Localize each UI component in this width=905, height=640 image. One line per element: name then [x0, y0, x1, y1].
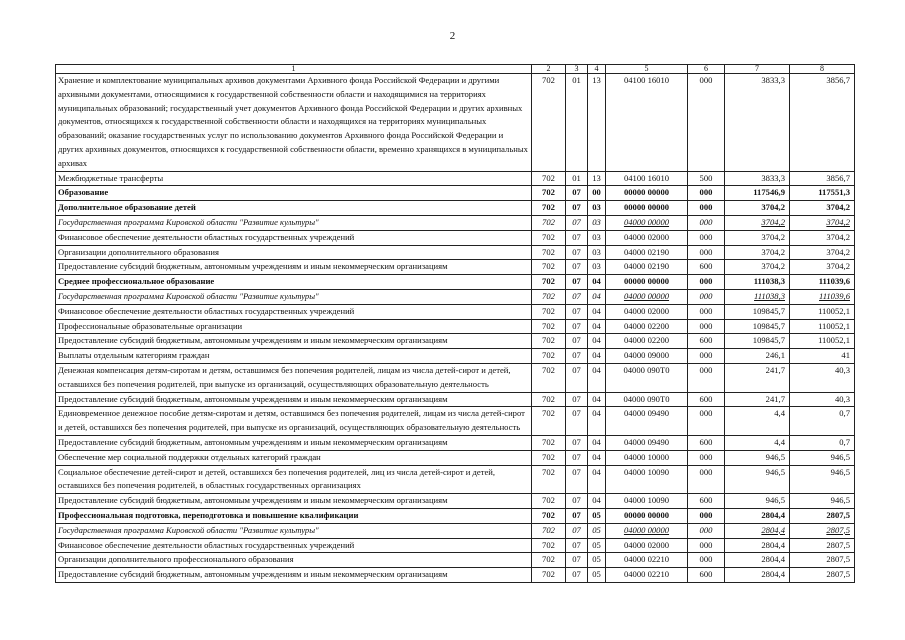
- target-article-cell: 04000 02000: [606, 538, 688, 553]
- amount-year-1-cell: 246,1: [725, 349, 790, 364]
- section-cell: 07: [566, 450, 588, 465]
- target-article-cell: 04000 09490: [606, 407, 688, 436]
- subsection-cell: 04: [588, 304, 606, 319]
- amount-year-1-cell: 4,4: [725, 407, 790, 436]
- expense-type-cell: 600: [688, 334, 725, 349]
- amount-year-1-cell: 2804,4: [725, 538, 790, 553]
- table-row: [56, 275, 855, 290]
- expense-type-cell: 600: [688, 494, 725, 509]
- subsection-cell: 03: [588, 260, 606, 275]
- target-article-cell: 04000 10090: [606, 465, 688, 494]
- ministry-code-cell: 702: [532, 275, 566, 290]
- amount-year-1-cell: 3704,2: [725, 201, 790, 216]
- ministry-code-cell: 702: [532, 553, 566, 568]
- ministry-code-cell: 702: [532, 494, 566, 509]
- amount-year-2-cell: 110052,1: [790, 304, 855, 319]
- amount-year-2-cell: 111039,6: [790, 289, 855, 304]
- subsection-cell: 05: [588, 538, 606, 553]
- subsection-cell: 00: [588, 186, 606, 201]
- page-number: 2: [449, 30, 456, 42]
- expense-type-cell: 000: [688, 363, 725, 392]
- row-name-cell: Финансовое обеспечение деятельности областных государственных учреждений: [56, 304, 532, 319]
- ministry-code-cell: 702: [532, 260, 566, 275]
- expense-type-cell: 000: [688, 407, 725, 436]
- expense-type-cell: 000: [688, 215, 725, 230]
- row-name-cell: Государственная программа Кировской области "Развитие культуры": [56, 215, 532, 230]
- expense-type-cell: 000: [688, 450, 725, 465]
- section-cell: 07: [566, 465, 588, 494]
- target-article-cell: 00000 00000: [606, 186, 688, 201]
- subsection-cell: 05: [588, 508, 606, 523]
- amount-year-1-cell: 946,5: [725, 450, 790, 465]
- table-row: [56, 392, 855, 407]
- amount-year-1-cell: 3704,2: [725, 230, 790, 245]
- amount-year-2-cell: 2807,5: [790, 553, 855, 568]
- table-row: [56, 230, 855, 245]
- row-name-cell: Денежная компенсация детям-сиротам и детям, оставшимся без попечения родителей, лицам из числа детей-сирот и детей, оставшихся без попечения родителей, при выпуске из организаций, осуществляющих образовательную деятельность: [56, 363, 532, 392]
- amount-year-1-cell: 117546,9: [725, 186, 790, 201]
- target-article-cell: 04100 16010: [606, 74, 688, 172]
- section-cell: 07: [566, 553, 588, 568]
- row-name-cell: Государственная программа Кировской области "Развитие культуры": [56, 289, 532, 304]
- section-cell: 07: [566, 538, 588, 553]
- subsection-cell: 04: [588, 465, 606, 494]
- row-name-cell: Среднее профессиональное образование: [56, 275, 532, 290]
- section-cell: 07: [566, 201, 588, 216]
- subsection-cell: 05: [588, 568, 606, 583]
- expense-type-cell: 000: [688, 289, 725, 304]
- section-cell: 07: [566, 260, 588, 275]
- row-name-cell: Профессиональные образовательные организации: [56, 319, 532, 334]
- column-header: 8: [790, 65, 855, 74]
- subsection-cell: 03: [588, 201, 606, 216]
- amount-year-2-cell: 3704,2: [790, 215, 855, 230]
- ministry-code-cell: 702: [532, 508, 566, 523]
- row-name-cell: Предоставление субсидий бюджетным, автономным учреждениям и иным некоммерческим организациям: [56, 568, 532, 583]
- ministry-code-cell: 702: [532, 201, 566, 216]
- section-cell: 07: [566, 494, 588, 509]
- expense-type-cell: 000: [688, 553, 725, 568]
- expense-type-cell: 000: [688, 230, 725, 245]
- ministry-code-cell: 702: [532, 215, 566, 230]
- amount-year-1-cell: 3833,3: [725, 74, 790, 172]
- section-cell: 07: [566, 186, 588, 201]
- expense-type-cell: 600: [688, 392, 725, 407]
- table-row: [56, 171, 855, 186]
- ministry-code-cell: 702: [532, 245, 566, 260]
- column-header: 4: [588, 65, 606, 74]
- section-cell: 07: [566, 319, 588, 334]
- section-cell: 07: [566, 230, 588, 245]
- subsection-cell: 05: [588, 523, 606, 538]
- row-name-cell: Предоставление субсидий бюджетным, автономным учреждениям и иным некоммерческим организациям: [56, 334, 532, 349]
- amount-year-2-cell: 0,7: [790, 407, 855, 436]
- subsection-cell: 04: [588, 450, 606, 465]
- row-name-cell: Организации дополнительного образования: [56, 245, 532, 260]
- section-cell: 07: [566, 392, 588, 407]
- table-row: [56, 349, 855, 364]
- row-name-cell: Единовременное денежное пособие детям-сиротам и детям, оставшимся без попечения родителей, лицам из числа детей-сирот и детей, оставшихся без попечения родителей, при выпуске из организаций, осуществляющих образовательную деятельность: [56, 407, 532, 436]
- amount-year-1-cell: 3704,2: [725, 215, 790, 230]
- section-cell: 07: [566, 407, 588, 436]
- target-article-cell: 04000 02000: [606, 304, 688, 319]
- subsection-cell: 03: [588, 215, 606, 230]
- target-article-cell: 04000 02200: [606, 319, 688, 334]
- amount-year-2-cell: 946,5: [790, 450, 855, 465]
- ministry-code-cell: 702: [532, 230, 566, 245]
- subsection-cell: 13: [588, 171, 606, 186]
- table-row: [56, 363, 855, 392]
- table-body: [56, 65, 855, 583]
- expense-type-cell: 000: [688, 508, 725, 523]
- expense-type-cell: 000: [688, 74, 725, 172]
- section-cell: 07: [566, 275, 588, 290]
- section-cell: 07: [566, 349, 588, 364]
- target-article-cell: 04000 090Т0: [606, 392, 688, 407]
- column-header: 6: [688, 65, 725, 74]
- subsection-cell: 13: [588, 74, 606, 172]
- row-name-cell: Организации дополнительного профессионального образования: [56, 553, 532, 568]
- amount-year-2-cell: 3856,7: [790, 171, 855, 186]
- section-cell: 07: [566, 334, 588, 349]
- table-row: [56, 538, 855, 553]
- table-row: [56, 494, 855, 509]
- table-row: [56, 319, 855, 334]
- target-article-cell: 04000 00000: [606, 523, 688, 538]
- expense-type-cell: 500: [688, 171, 725, 186]
- table-row: [56, 553, 855, 568]
- ministry-code-cell: 702: [532, 289, 566, 304]
- table-row: [56, 508, 855, 523]
- table-row: [56, 186, 855, 201]
- amount-year-1-cell: 4,4: [725, 435, 790, 450]
- header-row: [56, 65, 855, 74]
- section-cell: 07: [566, 568, 588, 583]
- table-row: [56, 407, 855, 436]
- target-article-cell: 04000 02000: [606, 230, 688, 245]
- subsection-cell: 04: [588, 435, 606, 450]
- target-article-cell: 00000 00000: [606, 201, 688, 216]
- section-cell: 01: [566, 171, 588, 186]
- subsection-cell: 04: [588, 407, 606, 436]
- table-row: [56, 245, 855, 260]
- amount-year-2-cell: 2807,5: [790, 523, 855, 538]
- subsection-cell: 04: [588, 363, 606, 392]
- amount-year-1-cell: 241,7: [725, 363, 790, 392]
- row-name-cell: Социальное обеспечение детей-сирот и детей, оставшихся без попечения родителей, лиц из числа детей-сирот и детей, оставшихся без попечения родителей, в областных государственных организациях: [56, 465, 532, 494]
- ministry-code-cell: 702: [532, 465, 566, 494]
- table-row: [56, 334, 855, 349]
- ministry-code-cell: 702: [532, 407, 566, 436]
- ministry-code-cell: 702: [532, 435, 566, 450]
- amount-year-2-cell: 40,3: [790, 363, 855, 392]
- ministry-code-cell: 702: [532, 171, 566, 186]
- amount-year-1-cell: 111038,3: [725, 275, 790, 290]
- ministry-code-cell: 702: [532, 363, 566, 392]
- table-row: [56, 215, 855, 230]
- amount-year-2-cell: 946,5: [790, 494, 855, 509]
- section-cell: 07: [566, 289, 588, 304]
- expense-type-cell: 600: [688, 260, 725, 275]
- section-cell: 07: [566, 215, 588, 230]
- subsection-cell: 04: [588, 349, 606, 364]
- amount-year-1-cell: 946,5: [725, 465, 790, 494]
- row-name-cell: Предоставление субсидий бюджетным, автономным учреждениям и иным некоммерческим организациям: [56, 260, 532, 275]
- amount-year-2-cell: 111039,6: [790, 275, 855, 290]
- column-header: 1: [56, 65, 532, 74]
- target-article-cell: 04000 02190: [606, 245, 688, 260]
- target-article-cell: 04000 10090: [606, 494, 688, 509]
- amount-year-1-cell: 109845,7: [725, 319, 790, 334]
- table-row: [56, 304, 855, 319]
- table-row: [56, 435, 855, 450]
- section-cell: 07: [566, 245, 588, 260]
- table-row: [56, 568, 855, 583]
- ministry-code-cell: 702: [532, 74, 566, 172]
- subsection-cell: 04: [588, 392, 606, 407]
- row-name-cell: Государственная программа Кировской области "Развитие культуры": [56, 523, 532, 538]
- amount-year-2-cell: 3856,7: [790, 74, 855, 172]
- section-cell: 07: [566, 363, 588, 392]
- target-article-cell: 04000 10000: [606, 450, 688, 465]
- expense-type-cell: 000: [688, 538, 725, 553]
- amount-year-2-cell: 946,5: [790, 465, 855, 494]
- subsection-cell: 05: [588, 553, 606, 568]
- row-name-cell: Дополнительное образование детей: [56, 201, 532, 216]
- table-row: [56, 74, 855, 172]
- section-cell: 07: [566, 435, 588, 450]
- amount-year-2-cell: 41: [790, 349, 855, 364]
- target-article-cell: 04000 00000: [606, 215, 688, 230]
- amount-year-1-cell: 3833,3: [725, 171, 790, 186]
- amount-year-1-cell: 2804,4: [725, 508, 790, 523]
- column-header: 3: [566, 65, 588, 74]
- target-article-cell: 04000 09000: [606, 349, 688, 364]
- section-cell: 01: [566, 74, 588, 172]
- target-article-cell: 04000 02190: [606, 260, 688, 275]
- ministry-code-cell: 702: [532, 304, 566, 319]
- expense-type-cell: 000: [688, 319, 725, 334]
- amount-year-2-cell: 40,3: [790, 392, 855, 407]
- row-name-cell: Финансовое обеспечение деятельности областных государственных учреждений: [56, 538, 532, 553]
- ministry-code-cell: 702: [532, 538, 566, 553]
- expense-type-cell: 600: [688, 435, 725, 450]
- ministry-code-cell: 702: [532, 450, 566, 465]
- row-name-cell: Предоставление субсидий бюджетным, автономным учреждениям и иным некоммерческим организациям: [56, 435, 532, 450]
- subsection-cell: 04: [588, 319, 606, 334]
- row-name-cell: Обеспечение мер социальной поддержки отдельных категорий граждан: [56, 450, 532, 465]
- amount-year-1-cell: 111038,3: [725, 289, 790, 304]
- amount-year-2-cell: 2807,5: [790, 508, 855, 523]
- row-name-cell: Предоставление субсидий бюджетным, автономным учреждениям и иным некоммерческим организациям: [56, 392, 532, 407]
- column-header: 7: [725, 65, 790, 74]
- expense-type-cell: 000: [688, 523, 725, 538]
- target-article-cell: 04000 02210: [606, 553, 688, 568]
- expense-type-cell: 000: [688, 349, 725, 364]
- amount-year-1-cell: 3704,2: [725, 245, 790, 260]
- target-article-cell: 04000 02210: [606, 568, 688, 583]
- expense-type-cell: 600: [688, 568, 725, 583]
- expense-type-cell: 000: [688, 186, 725, 201]
- row-name-cell: Профессиональная подготовка, переподготовка и повышение квалификации: [56, 508, 532, 523]
- table-row: [56, 260, 855, 275]
- expense-type-cell: 000: [688, 245, 725, 260]
- table-row: [56, 465, 855, 494]
- amount-year-2-cell: 0,7: [790, 435, 855, 450]
- amount-year-1-cell: 3704,2: [725, 260, 790, 275]
- amount-year-2-cell: 110052,1: [790, 319, 855, 334]
- table-row: [56, 201, 855, 216]
- subsection-cell: 03: [588, 230, 606, 245]
- amount-year-1-cell: 109845,7: [725, 304, 790, 319]
- expense-type-cell: 000: [688, 275, 725, 290]
- target-article-cell: 04000 00000: [606, 289, 688, 304]
- target-article-cell: 00000 00000: [606, 508, 688, 523]
- ministry-code-cell: 702: [532, 392, 566, 407]
- amount-year-2-cell: 110052,1: [790, 334, 855, 349]
- amount-year-1-cell: 946,5: [725, 494, 790, 509]
- amount-year-1-cell: 241,7: [725, 392, 790, 407]
- amount-year-2-cell: 3704,2: [790, 230, 855, 245]
- amount-year-2-cell: 3704,2: [790, 245, 855, 260]
- expense-type-cell: 000: [688, 201, 725, 216]
- target-article-cell: 04000 02200: [606, 334, 688, 349]
- subsection-cell: 04: [588, 334, 606, 349]
- amount-year-2-cell: 3704,2: [790, 201, 855, 216]
- target-article-cell: 04100 16010: [606, 171, 688, 186]
- amount-year-1-cell: 2804,4: [725, 568, 790, 583]
- row-name-cell: Предоставление субсидий бюджетным, автономным учреждениям и иным некоммерческим организациям: [56, 494, 532, 509]
- ministry-code-cell: 702: [532, 334, 566, 349]
- amount-year-2-cell: 2807,5: [790, 538, 855, 553]
- amount-year-1-cell: 2804,4: [725, 553, 790, 568]
- row-name-cell: Хранение и комплектование муниципальных архивов документами Архивного фонда Российской Федерации и другими архивными документами, относящимися к государственной собственности области и находящимися на территориях муниципальных образований; государственный учет документов Архивного фонда Российской Федерации и других архивных документов, относящихся к государственной собственности области и находящихся на территориях муниципальных образований; оказание государственных услуг по использованию документов Архивного фонда Российской Федерации и других архивных документов, относящихся к государственной собственности области, временно хранящихся в муниципальных архивах: [56, 74, 532, 172]
- table-row: [56, 289, 855, 304]
- target-article-cell: 04000 090Т0: [606, 363, 688, 392]
- ministry-code-cell: 702: [532, 568, 566, 583]
- row-name-cell: Образование: [56, 186, 532, 201]
- target-article-cell: 04000 09490: [606, 435, 688, 450]
- column-header: 2: [532, 65, 566, 74]
- column-header: 5: [606, 65, 688, 74]
- ministry-code-cell: 702: [532, 186, 566, 201]
- expense-type-cell: 000: [688, 304, 725, 319]
- table-row: [56, 523, 855, 538]
- subsection-cell: 03: [588, 245, 606, 260]
- amount-year-2-cell: 2807,5: [790, 568, 855, 583]
- row-name-cell: Финансовое обеспечение деятельности областных государственных учреждений: [56, 230, 532, 245]
- budget-table: [55, 64, 855, 583]
- subsection-cell: 04: [588, 275, 606, 290]
- section-cell: 07: [566, 508, 588, 523]
- row-name-cell: Выплаты отдельным категориям граждан: [56, 349, 532, 364]
- subsection-cell: 04: [588, 494, 606, 509]
- amount-year-2-cell: 3704,2: [790, 260, 855, 275]
- amount-year-1-cell: 2804,4: [725, 523, 790, 538]
- amount-year-2-cell: 117551,3: [790, 186, 855, 201]
- row-name-cell: Межбюджетные трансферты: [56, 171, 532, 186]
- section-cell: 07: [566, 523, 588, 538]
- ministry-code-cell: 702: [532, 319, 566, 334]
- table-row: [56, 450, 855, 465]
- expense-type-cell: 000: [688, 465, 725, 494]
- ministry-code-cell: 702: [532, 523, 566, 538]
- amount-year-1-cell: 109845,7: [725, 334, 790, 349]
- ministry-code-cell: 702: [532, 349, 566, 364]
- target-article-cell: 00000 00000: [606, 275, 688, 290]
- section-cell: 07: [566, 304, 588, 319]
- subsection-cell: 04: [588, 289, 606, 304]
